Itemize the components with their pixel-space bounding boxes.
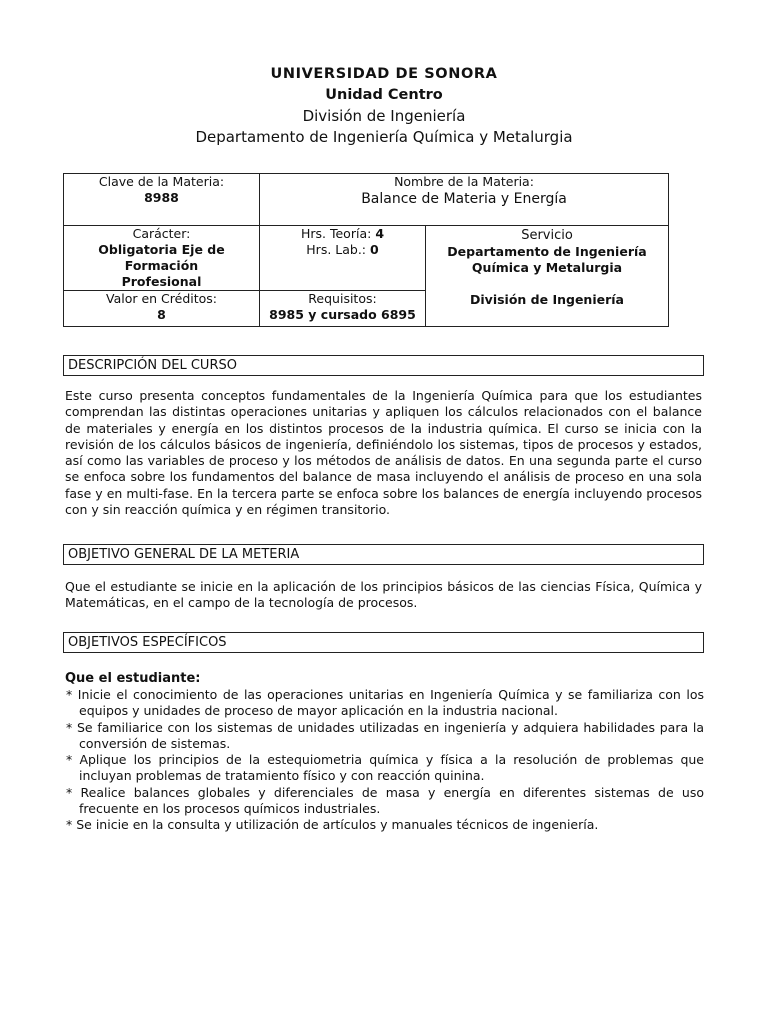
lab-line (260, 242, 425, 258)
objetivos-especificos-title: OBJETIVOS ESPECÍFICOS (63, 632, 704, 653)
caracter-cell (64, 226, 260, 291)
university-title: UNIVERSIDAD DE SONORA (270, 66, 498, 82)
caracter-label: Carácter: (132, 226, 191, 241)
nombre-value: Balance de Materia y Energía (361, 191, 567, 207)
clave-cell (64, 174, 260, 226)
servicio-label: Servicio (521, 228, 573, 243)
requisitos-cell (260, 291, 426, 327)
caracter-value: Obligatoria Eje de Formación Profesional (98, 242, 225, 289)
horas-cell (260, 226, 426, 291)
objetivo-general-title: OBJETIVO GENERAL DE LA METERIA (63, 544, 704, 565)
clave-label: Clave de la Materia: (98, 174, 225, 189)
objetivo-item: * Inicie el conocimiento de las operaciones unitarias en Ingeniería Química y se familiariza con los equipos y unidades de proceso de mayor aplicación en la industria nacional. (66, 687, 704, 719)
descripcion-section (63, 355, 704, 518)
objetivo-item: * Se familiarice con los sistemas de unidades utilizadas en ingeniería y adquiera habilidades para la conversión de sistemas. (66, 719, 704, 751)
objetivo-item: * Aplique los principios de la estequiometria química y física a la resolución de problemas que incluyan problemas de tratamiento físico y con reacción quinina. (66, 752, 704, 784)
teoria-value: 4 (375, 226, 385, 241)
division-title: División de Ingeniería (302, 107, 466, 125)
servicio-division: División de Ingeniería (470, 292, 624, 307)
requisitos-value: 8985 y cursado 6895 (269, 307, 416, 322)
objetivos-intro: Que el estudiante: (65, 671, 201, 686)
objetivos-especificos-section (63, 632, 704, 834)
creditos-value: 8 (157, 307, 166, 322)
course-info-table (63, 173, 669, 327)
descripcion-text: Este curso presenta conceptos fundamentales de la Ingeniería Química para que los estudiantes comprendan las distintas operaciones unitarias y apliquen los cálculos relacionados con el balance de materiales y energía en los distintos procesos de la industria química. El curso se inicia con la revisión de los cálculos básicos de ingeniería, definiéndolo los sistemas, tipos de procesos y estados, así como las variables de proceso y los métodos de análisis de datos. En una segunda parte el curso se enfoca sobre los fundamentos del balance de masa incluyendo el análisis de proceso en una sola fase y en multi-fase. En la tercera parte se enfoca sobre los balances de energía incluyendo procesos con y sin reacción química y en régimen transitorio. (65, 388, 702, 518)
servicio-cell (426, 226, 669, 327)
creditos-label: Valor en Créditos: (105, 291, 218, 306)
requisitos-label: Requisitos: (308, 291, 377, 306)
department-title: Departamento de Ingeniería Química y Metalurgia (195, 128, 573, 146)
objetivo-general-text: Que el estudiante se inicie en la aplicación de los principios básicos de las ciencias Física, Química y Matemáticas, en el campo de la tecnología de procesos. (65, 579, 702, 611)
lab-label: Hrs. Lab.: (306, 242, 367, 257)
teoria-line (260, 226, 425, 242)
clave-value: 8988 (144, 190, 179, 205)
descripcion-title: DESCRIPCIÓN DEL CURSO (63, 355, 704, 376)
lab-value: 0 (370, 242, 379, 257)
nombre-cell (260, 174, 669, 226)
objetivo-general-section (63, 544, 704, 612)
document-header (0, 64, 768, 148)
servicio-value: Departamento de Ingeniería Química y Metalurgia (447, 244, 647, 275)
teoria-label: Hrs. Teoría: (300, 226, 372, 241)
objetivo-item: * Realice balances globales y diferenciales de masa y energía en diferentes sistemas de uso frecuente en los procesos químicos industriales. (66, 784, 704, 817)
nombre-label: Nombre de la Materia: (394, 174, 534, 189)
objetivo-item: * Se inicie en la consulta y utilización de artículos y manuales técnicos de ingeniería. (66, 817, 599, 833)
creditos-cell (64, 291, 260, 327)
unit-title: Unidad Centro (325, 87, 443, 103)
